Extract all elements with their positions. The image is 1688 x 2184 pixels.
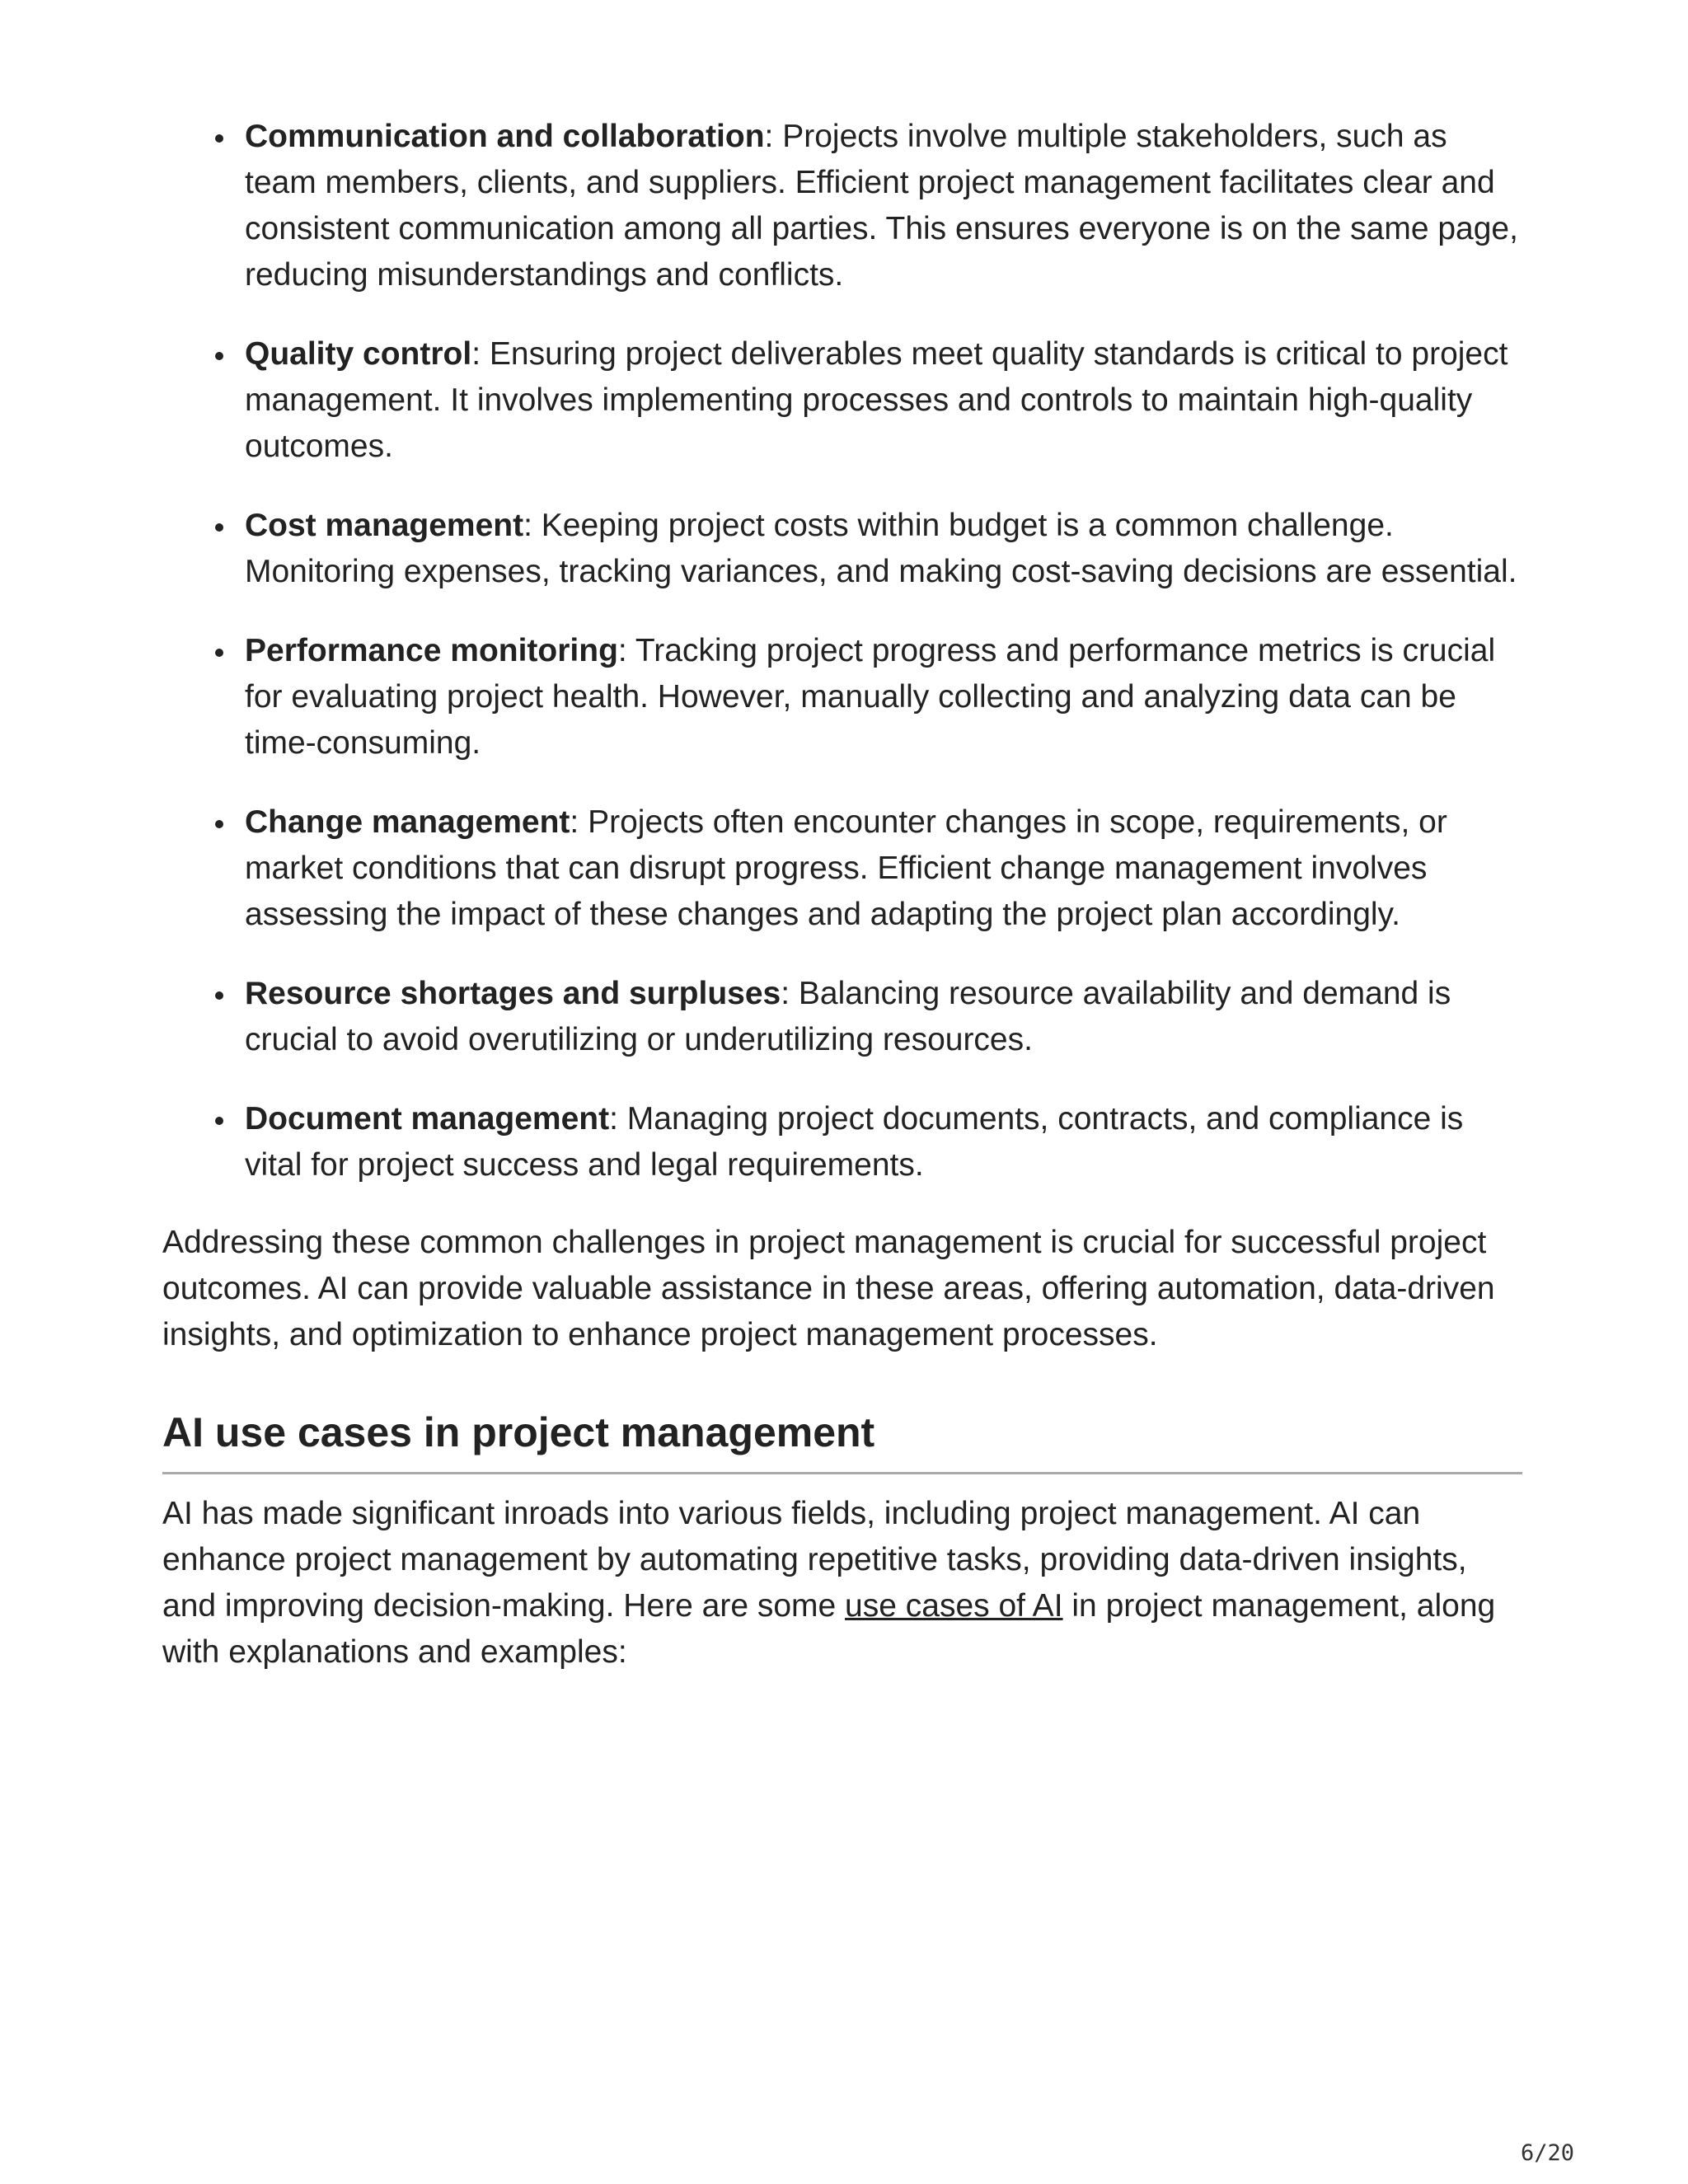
list-item-term: Quality control — [245, 336, 472, 372]
bullet-icon — [215, 991, 223, 1000]
list-item — [162, 1096, 1522, 1188]
list-item — [162, 628, 1522, 766]
list-item-description: : Balancing resource availability and demand is crucial to avoid overutilizing or underutilizing resources. — [245, 976, 1451, 1057]
bullet-icon — [215, 649, 223, 657]
list-item-description: : Keeping project costs within budget is a common challenge. Monitoring expenses, tracking variances, and making cost-saving decisions are essential. — [245, 508, 1517, 589]
intro-paragraph — [162, 1491, 1522, 1675]
challenges-list — [162, 114, 1522, 1188]
section-heading: AI use cases in project management — [162, 1408, 1522, 1474]
use-cases-link[interactable]: use cases of AI — [845, 1588, 1063, 1624]
list-item — [162, 114, 1522, 298]
bullet-icon — [215, 352, 223, 360]
bullet-icon — [215, 523, 223, 532]
list-item — [162, 503, 1522, 595]
intro-text-continued: in project management, along with explanations and examples: — [162, 1588, 1496, 1670]
bullet-icon — [215, 134, 223, 143]
list-item — [162, 799, 1522, 938]
list-item-term: Change management — [245, 804, 570, 840]
list-item-term: Cost management — [245, 508, 524, 543]
bullet-icon — [215, 1117, 223, 1125]
intro-text: AI has made significant inroads into various fields, including project management. AI can enhance project management by automating repetitive tasks, providing data-driven insights, and improving decision-making. Here are some — [162, 1496, 1467, 1624]
document-page — [162, 114, 1522, 1675]
list-item-description: : Ensuring project deliverables meet quality standards is critical to project management. It involves implementing processes and controls to maintain high-quality outcomes. — [245, 336, 1508, 464]
bullet-icon — [215, 820, 223, 828]
list-item — [162, 971, 1522, 1063]
list-item-description: : Projects often encounter changes in scope, requirements, or market conditions that can disrupt progress. Efficient change management involves assessing the impact of these changes and adapting the project plan accordingly. — [245, 804, 1447, 932]
list-item-term: Resource shortages and surpluses — [245, 976, 781, 1011]
list-item-description: : Tracking project progress and performance metrics is crucial for evaluating project health. However, manually collecting and analyzing data can be time-consuming. — [245, 633, 1496, 761]
list-item — [162, 331, 1522, 470]
list-item-term: Performance monitoring — [245, 633, 618, 668]
page-number: 6/20 — [1521, 2140, 1575, 2166]
list-item-term: Communication and collaboration — [245, 119, 765, 154]
list-item-description: : Projects involve multiple stakeholders, such as team members, clients, and suppliers. Efficient project management facilitates clear and consistent communication among all parties. This ensures everyone is on the same page, reducing misunderstandings and conflicts. — [245, 119, 1518, 293]
list-item-term: Document management — [245, 1101, 610, 1137]
list-item-description: : Managing project documents, contracts, and compliance is vital for project success and legal requirements. — [245, 1101, 1464, 1183]
closing-paragraph: Addressing these common challenges in project management is crucial for successful project outcomes. AI can provide valuable assistance in these areas, offering automation, data-driven insights, and optimization to enhance project management processes. — [162, 1225, 1495, 1352]
